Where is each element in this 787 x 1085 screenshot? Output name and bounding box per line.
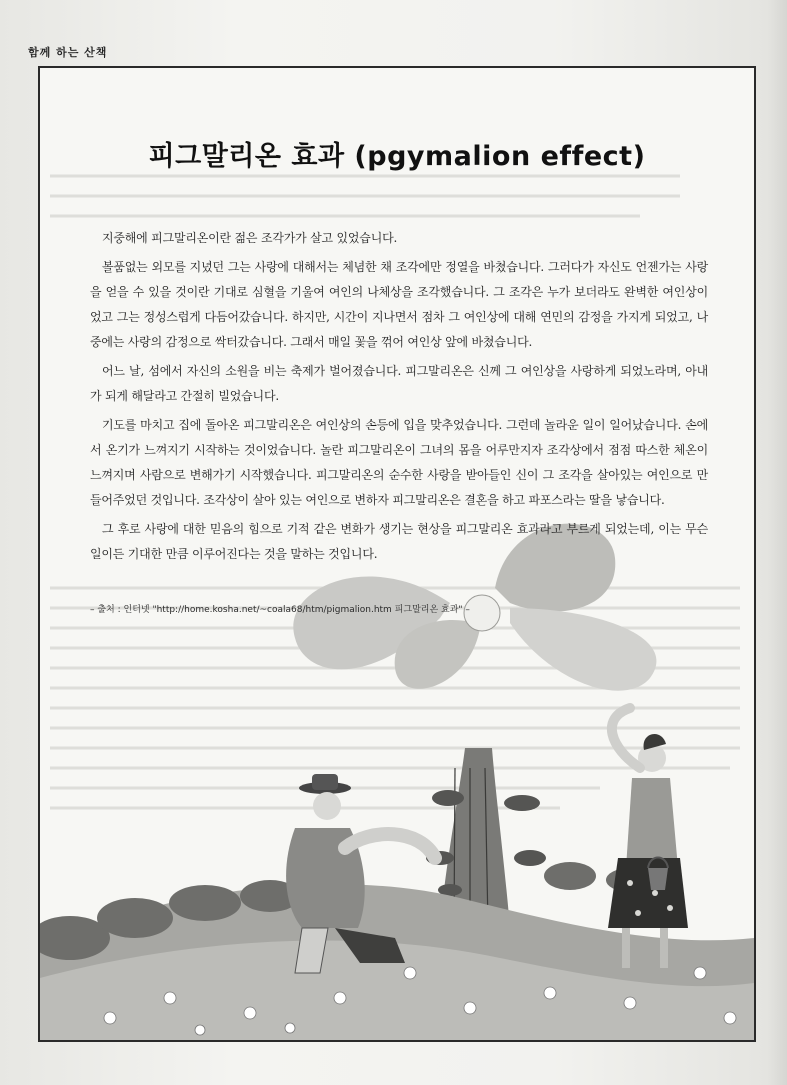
article-title: 피그말리온 효과 (pgymalion effect) [148,141,646,172]
woman-with-basket-icon [608,708,688,968]
article-body [90,226,708,571]
paragraph: 기도를 마치고 집에 돌아온 피그말리온은 여인상의 손등에 입을 맞추었습니다. 그런데 놀라운 일이 일어났습니다. 손에서 온기가 느껴지기 시작하는 것이었습니다. 놀란 피그말리온이 그녀의 몸을 어루만지자 조각상에서 점점 따스한 체온이 느껴지며 사람으로 변해가기 시작했습니다. 피그말리온의 순수한 사랑을 받아들인 신이 그 조각을 살아있는 여인으로 만들어주었던 것입니다. 조각상이 살아 있는 여인으로 변하자 피그말리온은 결혼을 하고 파포스라는 딸을 낳습니다. [90,418,708,507]
paragraph: 그 후로 사랑에 대한 믿음의 힘으로 기적 같은 변화가 생기는 현상을 피그말리온 효과라고 부르게 되었는데, 이는 무슨 일이든 기대한 만큼 이루어진다는 것을 말하는 것입니다. [90,522,708,561]
section-label: 함께 하는 산책 [28,46,108,59]
source-citation: – 출처 : 인터넷 "http://home.kosha.net/~coala68/htm/pigmalion.htm 피그말리온 효과" – [90,605,470,615]
paragraph: 어느 날, 섬에서 자신의 소원을 비는 축제가 벌어졌습니다. 피그말리온은 신께 그 여인상을 사랑하게 되었노라며, 아내가 되게 해달라고 간절히 빌었습니다. [90,364,708,403]
paragraph: 볼품없는 외모를 지녔던 그는 사랑에 대해서는 체념한 채 조각에만 정열을 바쳤습니다. 그러다가 자신도 언젠가는 사랑을 얻을 수 있을 것이란 기대로 심혈을 기울여 여인의 나체상을 조각했습니다. 그 조각은 누가 보더라도 완벽한 여인상이었고 그는 정성스럽게 다듬어갔습니다. 하지만, 시간이 지나면서 점차 그 여인상에 대해 연민의 감정을 가지게 되었고, 나중에는 사랑의 감정으로 싹터갔습니다. 그래서 매일 꽃을 꺾어 여인상 앞에 바쳤습니다. [90,260,708,349]
article-frame [38,66,756,1042]
paragraph: 지중해에 피그말리온이란 젊은 조각가가 살고 있었습니다. [102,231,398,245]
page-edge-shadow [767,0,787,1085]
